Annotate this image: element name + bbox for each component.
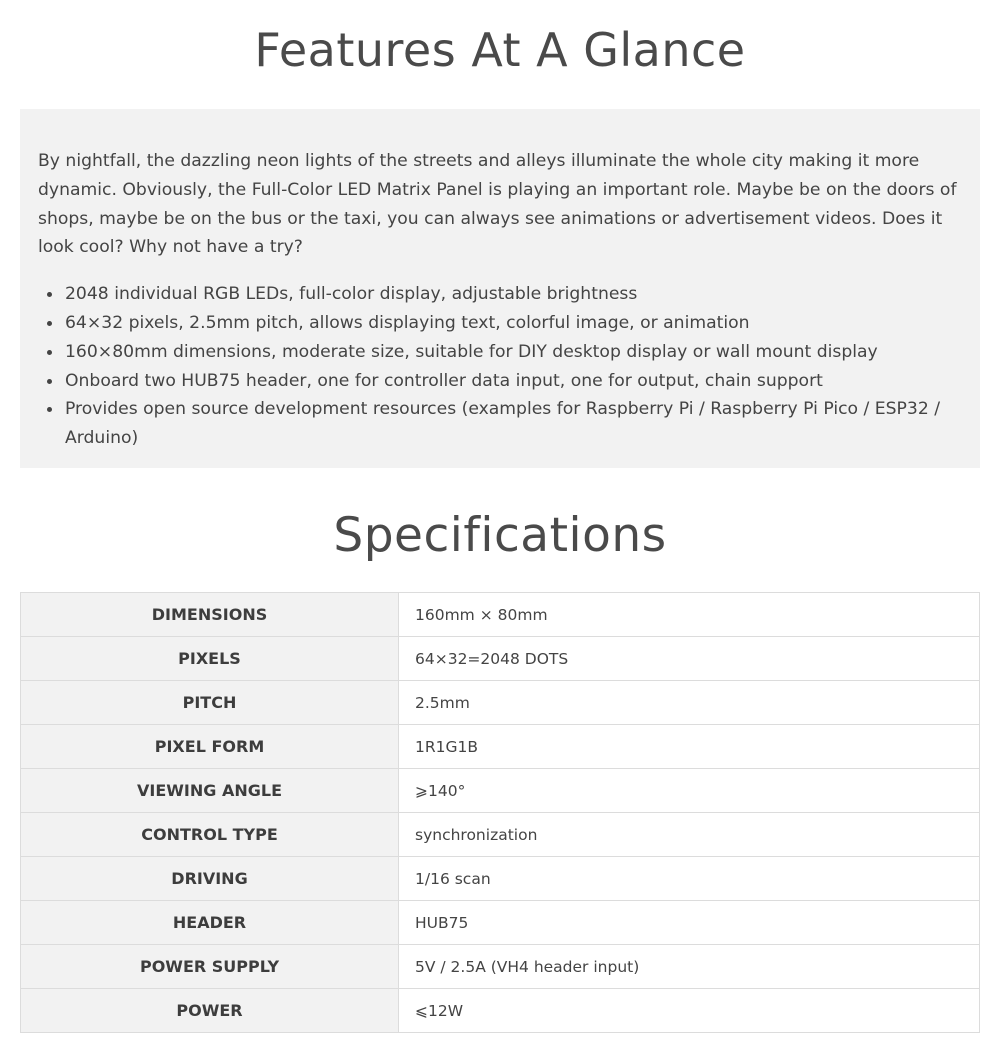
bullet-dot-icon	[47, 407, 52, 412]
features-list-item	[65, 280, 962, 309]
spec-key: DRIVING	[21, 857, 399, 901]
spec-value: 64×32=2048 DOTS	[399, 637, 980, 681]
table-row	[21, 769, 980, 813]
features-list-item	[65, 338, 962, 367]
spec-value: HUB75	[399, 901, 980, 945]
features-list-item-text: Provides open source development resources (examples for Raspberry Pi / Raspberry Pi Pico / ESP32 / Arduino)	[65, 399, 941, 449]
spec-key: POWER	[21, 989, 399, 1033]
table-row	[21, 945, 980, 989]
bullet-dot-icon	[47, 350, 52, 355]
features-list-item-text: 2048 individual RGB LEDs, full-color display, adjustable brightness	[65, 284, 638, 305]
spec-value: ⩾140°	[399, 769, 980, 813]
spec-key: PITCH	[21, 681, 399, 725]
spec-key: PIXELS	[21, 637, 399, 681]
spec-value: 1/16 scan	[399, 857, 980, 901]
features-list-item-text: Onboard two HUB75 header, one for controller data input, one for output, chain support	[65, 370, 823, 391]
table-row	[21, 725, 980, 769]
spec-key: POWER SUPPLY	[21, 945, 399, 989]
features-list-item-text: 160×80mm dimensions, moderate size, suitable for DIY desktop display or wall mount display	[65, 341, 878, 362]
table-row	[21, 637, 980, 681]
table-row	[21, 857, 980, 901]
features-panel	[20, 109, 980, 468]
spec-value: 1R1G1B	[399, 725, 980, 769]
spec-key: VIEWING ANGLE	[21, 769, 399, 813]
table-row	[21, 593, 980, 637]
specifications-table	[20, 592, 980, 1033]
features-intro: By nightfall, the dazzling neon lights of the streets and alleys illuminate the whole city making it more dynamic. Obviously, the Full-Color LED Matrix Panel is playing an important role. Maybe be on the doors of shops, maybe be on the bus or the taxi, you can always see animations or advertisement videos. Does it look cool? Why not have a try?	[38, 151, 957, 258]
table-row	[21, 681, 980, 725]
spec-value: ⩽12W	[399, 989, 980, 1033]
features-list-item-text: 64×32 pixels, 2.5mm pitch, allows displaying text, colorful image, or animation	[65, 312, 750, 333]
spec-value: synchronization	[399, 813, 980, 857]
bullet-dot-icon	[47, 292, 52, 297]
features-title: Features At A Glance	[254, 23, 746, 77]
spec-key: CONTROL TYPE	[21, 813, 399, 857]
features-list-item	[65, 395, 962, 453]
features-list-item	[65, 309, 962, 338]
features-list	[38, 280, 962, 453]
spec-value: 2.5mm	[399, 681, 980, 725]
features-list-item	[65, 367, 962, 396]
table-row	[21, 813, 980, 857]
spec-value: 5V / 2.5A (VH4 header input)	[399, 945, 980, 989]
specifications-title: Specifications	[333, 508, 667, 563]
spec-value: 160mm × 80mm	[399, 593, 980, 637]
spec-key: PIXEL FORM	[21, 725, 399, 769]
table-row	[21, 989, 980, 1033]
spec-key: DIMENSIONS	[21, 593, 399, 637]
table-row	[21, 901, 980, 945]
spec-key: HEADER	[21, 901, 399, 945]
bullet-dot-icon	[47, 379, 52, 384]
bullet-dot-icon	[47, 321, 52, 326]
